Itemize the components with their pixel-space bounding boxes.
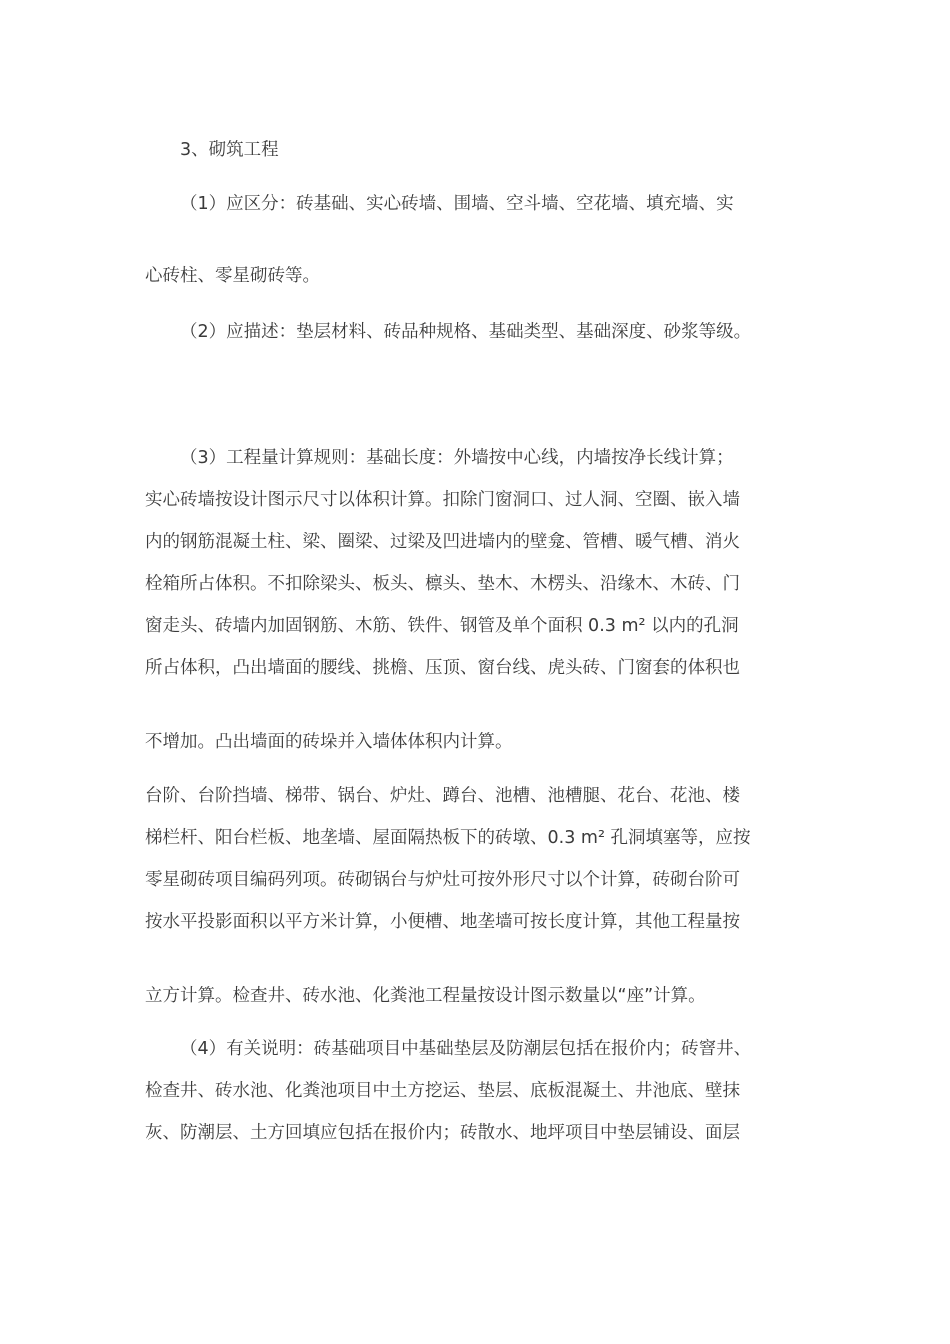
paragraph-3-line-2: 实心砖墙按设计图示尺寸以体积计算。扣除门窗洞口、过人洞、空圈、嵌入墙: [145, 490, 740, 510]
paragraph-4-line-5: 立方计算。检查井、砖水池、化粪池工程量按设计图示数量以“座”计算。: [145, 986, 706, 1006]
paragraph-4-line-2: 梯栏杆、阳台栏板、地垄墙、屋面隔热板下的砖墩、0.3 m² 孔洞填塞等，应按: [145, 828, 751, 848]
paragraph-1-line-2: 心砖柱、零星砌砖等。: [145, 266, 320, 286]
paragraph-5-line-2: 检查井、砖水池、化粪池项目中土方挖运、垫层、底板混凝土、井池底、壁抹: [145, 1081, 740, 1101]
section-heading: 3、砌筑工程: [180, 140, 279, 160]
paragraph-3-line-1: （3）工程量计算规则：基础长度：外墙按中心线，内墙按净长线计算；: [180, 448, 734, 468]
paragraph-4-line-3: 零星砌砖项目编码列项。砖砌锅台与炉灶可按外形尺寸以个计算，砖砌台阶可: [145, 870, 740, 890]
paragraph-3-line-7: 不增加。凸出墙面的砖垛并入墙体体积内计算。: [145, 732, 513, 752]
paragraph-1-line-1: （1）应区分：砖基础、实心砖墙、围墙、空斗墙、空花墙、填充墙、实: [180, 194, 734, 214]
paragraph-5-line-3: 灰、防潮层、土方回填应包括在报价内；砖散水、地坪项目中垫层铺设、面层: [145, 1123, 740, 1143]
paragraph-3-line-5: 窗走头、砖墙内加固钢筋、木筋、铁件、钢管及单个面积 0.3 m² 以内的孔洞: [145, 616, 739, 636]
paragraph-3-line-4: 栓箱所占体积。不扣除梁头、板头、檩头、垫木、木楞头、沿缘木、木砖、门: [145, 574, 740, 594]
paragraph-3-line-3: 内的钢筋混凝土柱、梁、圈梁、过梁及凹进墙内的壁龛、管槽、暖气槽、消火: [145, 532, 740, 552]
paragraph-2-line-1: （2）应描述：垫层材料、砖品种规格、基础类型、基础深度、砂浆等级。: [180, 322, 752, 342]
paragraph-4-line-4: 按水平投影面积以平方米计算，小便槽、地垄墙可按长度计算，其他工程量按: [145, 912, 740, 932]
paragraph-3-line-6: 所占体积，凸出墙面的腰线、挑檐、压顶、窗台线、虎头砖、门窗套的体积也: [145, 658, 740, 678]
paragraph-4-line-1: 台阶、台阶挡墙、梯带、锅台、炉灶、蹲台、池槽、池槽腿、花台、花池、楼: [145, 786, 740, 806]
paragraph-5-line-1: （4）有关说明：砖基础项目中基础垫层及防潮层包括在报价内；砖窨井、: [180, 1039, 752, 1059]
